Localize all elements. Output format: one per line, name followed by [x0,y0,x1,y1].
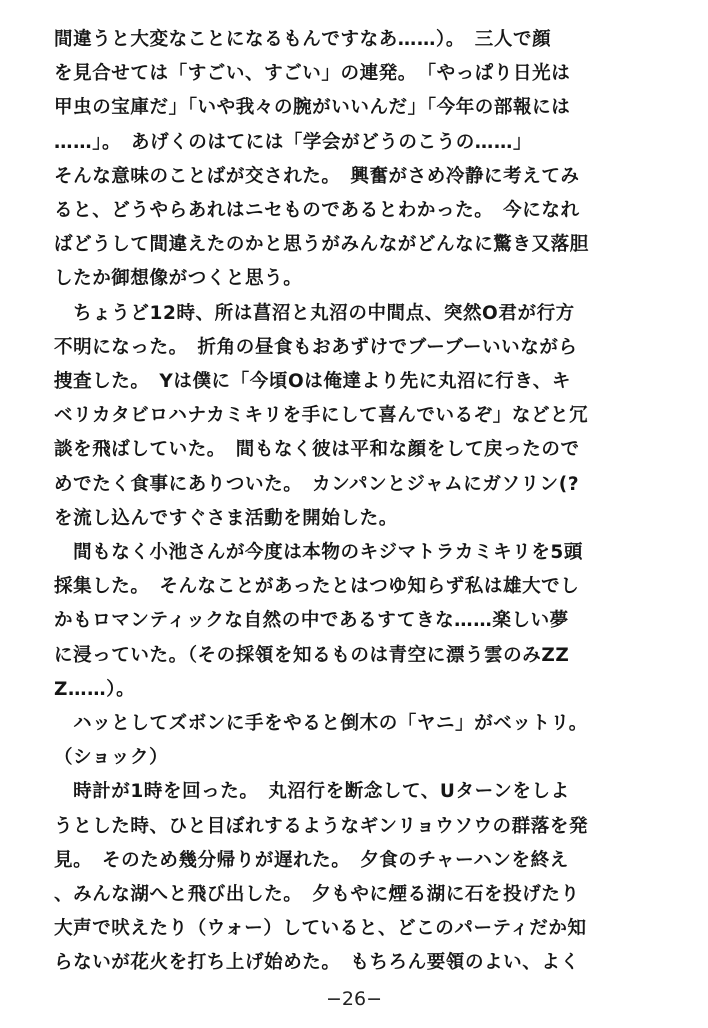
text-line: らないが花火を打ち上げ始めた。 もちろん要領のよい、よく [54,952,580,974]
text-line: を見合せては「すごい、すごい」の連発。 「やっぱり日光は [54,63,571,85]
text-line: 間もなく小池さんが今度は本物のキジマトラカミキリを5頭 [54,542,583,563]
text-line: （ショック） [54,747,169,769]
text-line: 、みんな湖へと飛び出した。 夕もやに煙る湖に石を投げたり [54,884,580,905]
text-line: ハッとしてズボンに手をやると倒木の「ヤニ」がベットリ。 [54,713,588,734]
text-line: 甲虫の宝庫だ」「いや我々の腕がいいんだ」「今年の部報には [54,97,571,119]
text-line: Z……）。 [54,678,136,700]
text-line: うとした時、ひと目ぼれするようなギンリョウソウの群落を発 [54,815,589,837]
text-line: かもロマンティックな自然の中であるすてきな……楽しい夢 [54,610,569,632]
text-line: ばどうして間違えたのかと思うがみんながどんなに驚き又落胆 [54,234,589,256]
page-number: −26− [325,988,383,1010]
text-line: めでたく食事にありついた。 カンパンとジャムにガソリン(? [54,473,580,495]
text-line: 時計が1時を回った。 丸沼行を断念して、Uターンをしよ [54,781,570,803]
text-line: 間違うと大変なことになるもんですなあ……）。 三人で顔 [54,29,552,50]
text-line: 談を飛ばしていた。 間もなく彼は平和な顔をして戻ったので [54,439,580,461]
text-line: 捜査した。 Yは僕に「今頃Oは俺達より先に丸沼に行き、キ [54,371,571,392]
text-line: 不明になった。 折角の昼食もおあずけでブーブーいいながら [54,336,578,358]
text-line: 見。 そのため幾分帰りが遅れた。 夕食のチャーハンを終え [54,849,569,871]
text-line: そんな意味のことばが交された。 興奮がさめ冷静に考えてみ [54,165,580,187]
text-line: ……」。 あげくのはてには「学会がどうのこうの……」 [54,131,533,153]
text-line: 採集した。 そんなことがあったとはつゆ知らず私は雄大でし [54,576,580,598]
text-line: ベリカタビロハナカミキリを手にして喜んでいるぞ」などと冗 [54,405,589,427]
text-line: に浸っていた。（その採領を知るものは青空に漂う雲のみZZ [54,644,570,666]
text-line: を流し込んですぐさま活動を開始した。 [54,507,398,529]
text-line: ると、どうやらあれはニセものであるとわかった。 今になれ [54,200,580,221]
text-line: 大声で吠えたり（ウォー）していると、どこのパーティだか知 [54,918,587,940]
text-line: したか御想像がつくと思う。 [54,268,303,290]
text-line: ちょうど12時、所は菖沼と丸沼の中間点、突然O君が行方 [54,302,575,324]
